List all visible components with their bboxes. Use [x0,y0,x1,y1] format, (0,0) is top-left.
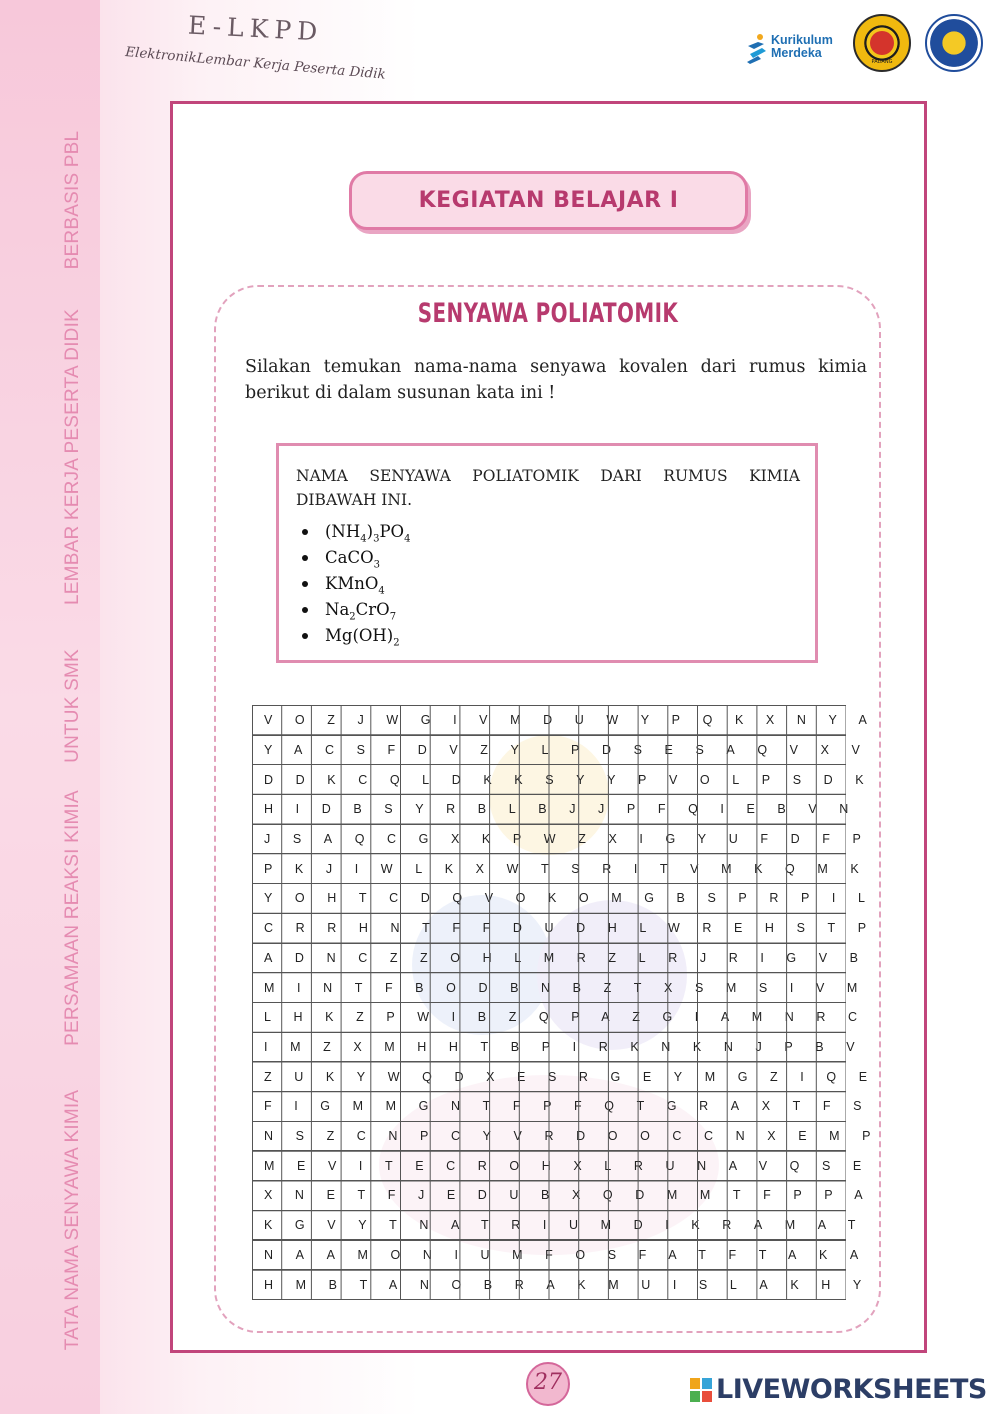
grid-row [253,1210,847,1240]
sidebar-strip [0,0,100,1414]
grid-row-letters[interactable]: IMZXMHHTBPIRKNKNJPBV [253,1032,847,1062]
grid-row-letters[interactable]: DDKCQLDKKSYYPVOLPSDK [253,765,847,795]
grid-row [253,1151,847,1181]
grid-row-letters[interactable]: NAAMONIUMFOSFATFTAKA [253,1240,847,1270]
formula-text: CrO [355,600,390,619]
grid-row [253,854,847,884]
formula-item [302,597,410,623]
formula-box-heading: NAMA SENYAWA POLIATOMIK DARI RUMUS KIMIA DIBAWAH INI. [296,467,800,509]
grid-row-letters[interactable]: LHKZPWIBZQPAZGIAMNRC [253,1002,847,1032]
formula-item [302,571,410,597]
grid-row-letters[interactable]: FIGMMGNTFPFQTGRAXTFS [253,1091,847,1121]
activity-title: KEGIATAN BELAJAR I [349,171,748,230]
formula-text: Na [325,600,350,619]
grid-row [253,795,847,825]
formula-item [302,623,410,649]
grid-row [253,1062,847,1092]
kurikulum-merdeka-logo [744,28,844,68]
grid-row-letters[interactable]: MEVITECROHXLRUNAVQSE [253,1151,847,1181]
school-seal-icon [855,16,909,70]
formula-item [302,545,410,571]
school-seal-logo [853,14,911,72]
grid-row [253,706,847,736]
grid-row [253,824,847,854]
grid-row [253,1181,847,1211]
svg-text:UNP: UNP [946,58,962,65]
grid-row-letters[interactable]: CRRHNTFFDUDHLWREHSTP [253,913,847,943]
grid-row [253,884,847,914]
grid-row-letters[interactable]: XNETFJEDUBXQDMMTFPPA [253,1181,847,1211]
formula-list [302,519,410,649]
grid-row [253,735,847,765]
formula-text: PO [379,522,405,541]
grid-row-letters[interactable]: ADNCZZOHLMRZLRJRIGVB [253,943,847,973]
grid-row [253,1091,847,1121]
kurikulum-text: Kurikulum [771,33,833,47]
formula-text: KMnO [325,574,379,593]
grid-row-letters[interactable]: HMBTANOBRAKMUISLAKHY [253,1270,847,1300]
grid-row-letters[interactable]: YACSFDVZYLPDSESAQVXV [253,735,847,765]
formula-item [302,519,410,545]
word-search-grid[interactable] [252,705,894,1300]
formula-subscript: 3 [373,559,380,571]
grid-row-letters[interactable]: KGVYTNATRIUMDIKRAMAT [253,1210,847,1240]
svg-text:PADANG: PADANG [871,59,893,65]
liveworksheets-icon [690,1378,712,1402]
grid-row [253,765,847,795]
formula-subscript: 3 [373,533,380,545]
grid-row-letters[interactable]: YOHTCDQVOKOMGBSPRPIL [253,884,847,914]
word-search-area [252,705,894,1300]
formula-subscript: 2 [393,637,400,649]
grid-row-letters[interactable]: HIDBSYRBLBJJPFQIEBVN [253,795,847,825]
formula-subscript: 7 [389,611,397,623]
formula-subscript: 4 [360,533,367,545]
section-title: SENYAWA POLIATOMIK [417,298,679,329]
grid-row-letters[interactable]: MINTFBODBNBZTXSMSIVM [253,973,847,1003]
grid-row-letters[interactable]: NSZCNPCYVRDOOCCNXEMP [253,1121,847,1151]
grid-row-letters[interactable]: PKJIWLKXWTSRITVMKQMK [253,854,847,884]
grid-row [253,973,847,1003]
university-seal-logo [925,14,983,72]
university-seal-icon [927,16,981,70]
formula-text: ) [366,522,374,541]
elkpd-logo-subtitle: ElektronikLembar Kerja Peserta Didik [124,44,387,83]
liveworksheets-text: LIVEWORKSHEETS [716,1374,987,1405]
grid-row [253,1032,847,1062]
grid-row [253,943,847,973]
grid-row [253,913,847,943]
formula-subscript: 2 [349,611,356,623]
kurikulum-merdeka-icon [744,32,770,64]
formula-text: (NH [325,522,361,541]
grid-row [253,1240,847,1270]
formula-text: CaCO [325,548,374,567]
grid-row-letters[interactable]: ZUKYWQDXESRGEYMGZIQE [253,1062,847,1092]
grid-row-letters[interactable]: JSAQCGXKPWZXIGYUFDFP [253,824,847,854]
formula-text: Mg(OH) [325,626,394,645]
instruction-text: Silakan temukan nama-nama senyawa kovalen dari rumus kimia berikut di dalam susunan kata ini ! [245,357,867,403]
formula-subscript: 4 [378,585,385,597]
grid-row [253,1270,847,1300]
grid-row-letters[interactable]: VOZJWGIVMDUWYPQKXNYA [253,706,847,736]
formula-subscript: 4 [404,533,411,545]
elkpd-logo-title: E-LKPD [187,10,324,47]
grid-row [253,1121,847,1151]
page-number: 27 [526,1362,570,1406]
merdeka-text: Merdeka [771,46,822,60]
grid-row [253,1002,847,1032]
